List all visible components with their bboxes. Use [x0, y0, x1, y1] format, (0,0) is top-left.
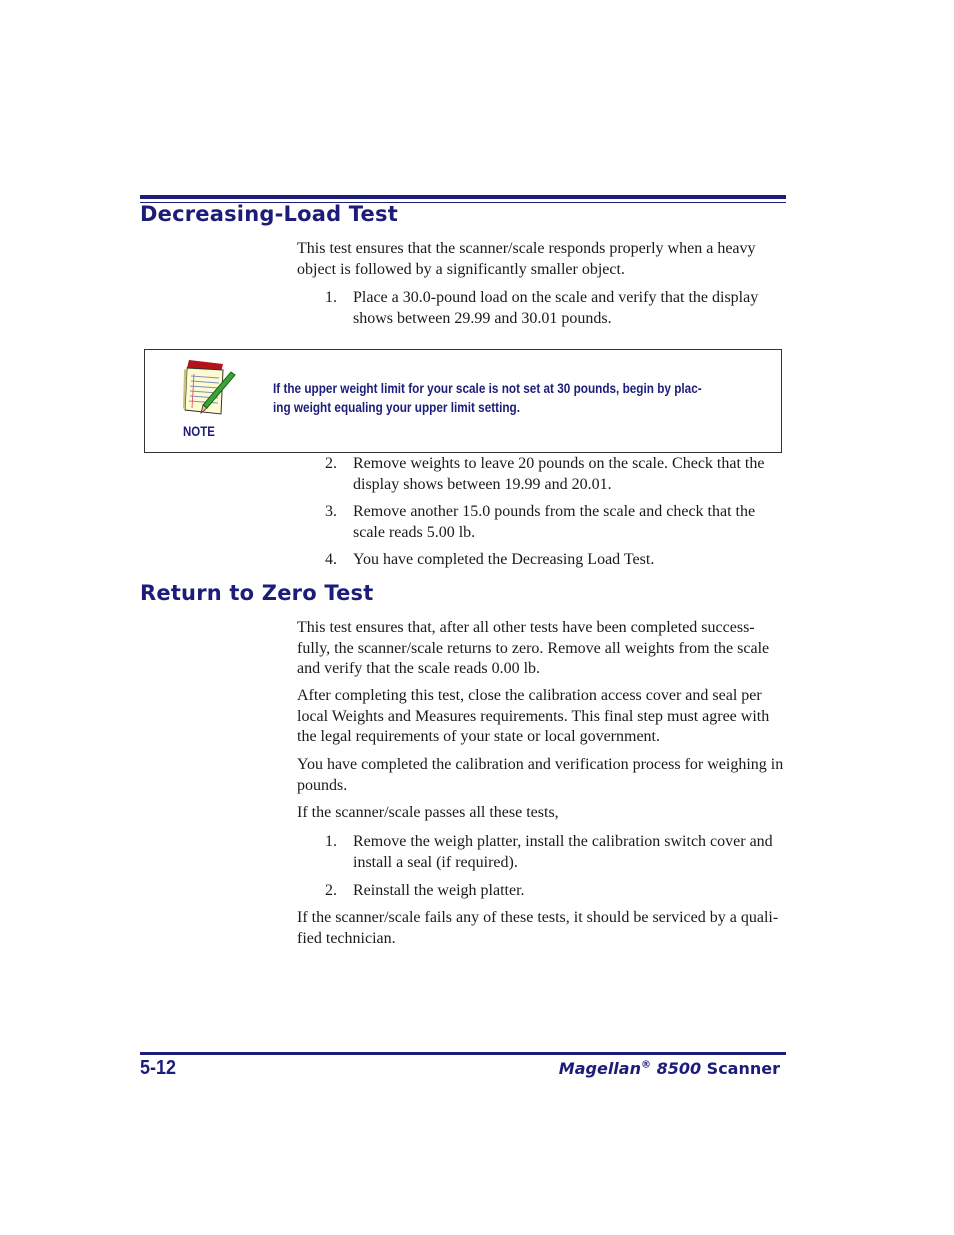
step-number: 1.	[325, 289, 337, 306]
step-number: 4.	[325, 551, 337, 568]
decreasing-load-intro: This test ensures that the scanner/scale responds properly when a heavy object is followed by a significantly smaller object.	[297, 240, 756, 278]
list-item	[297, 287, 787, 329]
step-text: You have completed the Decreasing Load Test.	[353, 551, 655, 568]
list-item	[297, 880, 787, 901]
footer-product-title	[559, 1059, 780, 1078]
return-to-zero-para-5: If the scanner/scale fails any of these tests, it should be serviced by a quali-fied technician.	[297, 909, 779, 947]
section-title-decreasing-load: Decreasing-Load Test	[140, 202, 398, 226]
note-box	[144, 349, 782, 453]
registered-mark: ®	[640, 1059, 651, 1071]
list-item	[297, 501, 787, 543]
return-to-zero-para-3: You have completed the calibration and verification process for weighing in pounds.	[297, 756, 784, 794]
return-to-zero-para-4: If the scanner/scale passes all these tests,	[297, 804, 559, 821]
product-model: 8500	[656, 1059, 702, 1078]
footer-rule	[140, 1052, 786, 1055]
step-number: 3.	[325, 503, 337, 520]
list-item	[297, 831, 787, 873]
step-text: Remove weights to leave 20 pounds on the scale. Check that the display shows between 19.99 and 20.01.	[353, 455, 765, 493]
product-name: Magellan	[558, 1059, 641, 1078]
step-text: Remove the weigh platter, install the calibration switch cover and install a seal (if required).	[353, 833, 773, 871]
note-label: NOTE	[183, 424, 215, 439]
note-line-2: ing weight equaling your upper limit setting.	[273, 399, 520, 415]
step-number: 1.	[325, 833, 337, 850]
step-text: Remove another 15.0 pounds from the scale and check that the scale reads 5.00 lb.	[353, 503, 756, 541]
list-item	[297, 549, 787, 570]
product-suffix: Scanner	[706, 1059, 780, 1078]
step-text: Place a 30.0-pound load on the scale and verify that the display shows between 29.99 and 30.01 pounds.	[353, 289, 759, 327]
list-item	[297, 453, 787, 495]
page-number: 5-12	[140, 1057, 177, 1079]
notepad-pencil-icon	[181, 358, 237, 416]
return-to-zero-para-1: This test ensures that, after all other tests have been completed success-fully, the scanner/scale returns to zero. Remove all weights from the scale and verify that the scale reads 0.00 lb.	[297, 619, 770, 677]
note-line-1: If the upper weight limit for your scale is not set at 30 pounds, begin by plac-	[273, 380, 702, 396]
step-text: Reinstall the weigh platter.	[353, 882, 525, 899]
step-number: 2.	[325, 455, 337, 472]
section-title-return-to-zero: Return to Zero Test	[140, 581, 374, 605]
return-to-zero-para-2: After completing this test, close the calibration access cover and seal per local Weights and Measures requirements. This final step must agree with the legal requirements of your state or local government.	[297, 687, 770, 745]
step-number: 2.	[325, 882, 337, 899]
note-text	[273, 379, 752, 417]
